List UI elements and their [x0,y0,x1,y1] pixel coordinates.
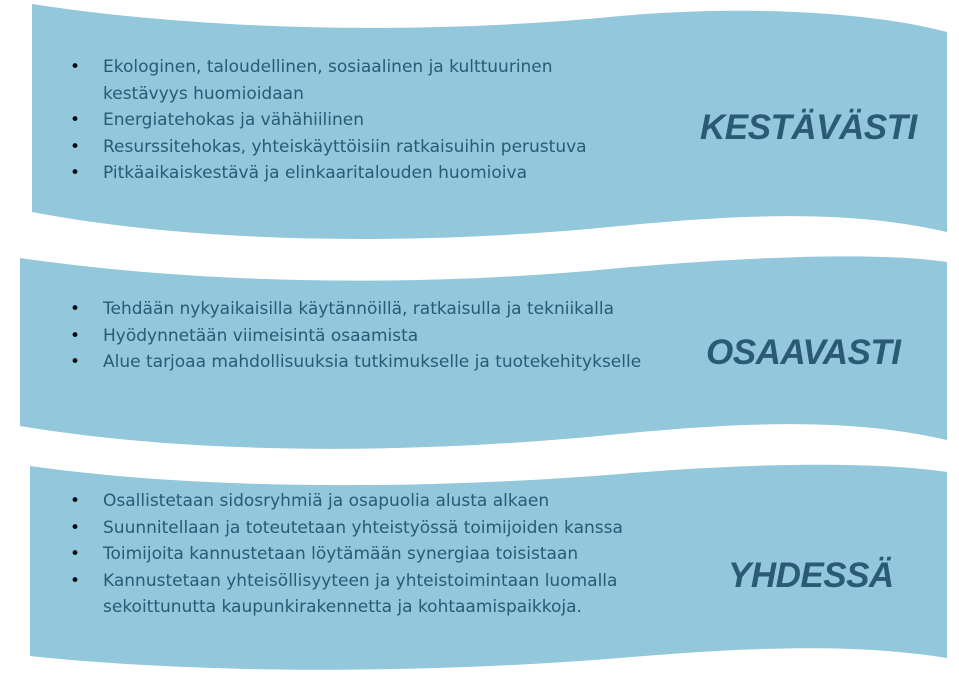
list-item-text: Hyödynnetään viimeisintä osaamista [103,325,419,346]
bullet-list [70,488,670,621]
list-item-text: Ekologinen, taloudellinen, sosiaalinen ja kulttuurinen kestävyys huomioidaan [103,57,553,104]
banner-kestavasti [0,0,959,250]
banner-label: KESTÄVÄSTI [700,108,917,147]
banner-label: OSAAVASTI [706,333,901,372]
banner-osaavasti [0,250,959,460]
list-item [70,541,670,568]
list-item-text: Alue tarjoaa mahdollisuuksia tutkimukselle ja tuotekehitykselle [103,352,642,372]
list-item [70,349,690,376]
list-item-text: Resurssitehokas, yhteiskäyttöisiin ratkaisuihin perustuva [103,136,587,157]
list-item-text: Pitkäaikaiskestävä ja elinkaaritalouden huomioiva [103,163,527,183]
bullet-list [70,296,690,376]
list-item-text: Osallistetaan sidosryhmiä ja osapuolia alusta alkaen [103,491,550,511]
list-item-text: Toimijoita kannustetaan löytämään synergiaa toisistaan [103,544,579,564]
list-item-text: Tehdään nykyaikaisilla käytännöillä, ratkaisulla ja tekniikalla [103,299,615,319]
list-item [70,323,690,350]
list-item [70,568,670,621]
list-item-text: Kannustetaan yhteisöllisyyteen ja yhteistoimintaan luomalla sekoittunutta kaupunkirakennetta ja kohtaamispaikkoja. [103,570,618,617]
list-item [70,54,630,107]
list-item-text: Energiatehokas ja vähähiilinen [103,110,365,130]
list-item [70,134,630,161]
bullet-list [70,54,630,187]
banner-label: YHDESSÄ [728,556,894,595]
list-item [70,107,630,134]
list-item [70,515,670,542]
list-item [70,488,670,515]
list-item [70,160,630,187]
list-item-text: Suunnitellaan ja toteutetaan yhteistyössä toimijoiden kanssa [103,517,623,538]
list-item [70,296,690,323]
banner-yhdessa [0,460,959,674]
